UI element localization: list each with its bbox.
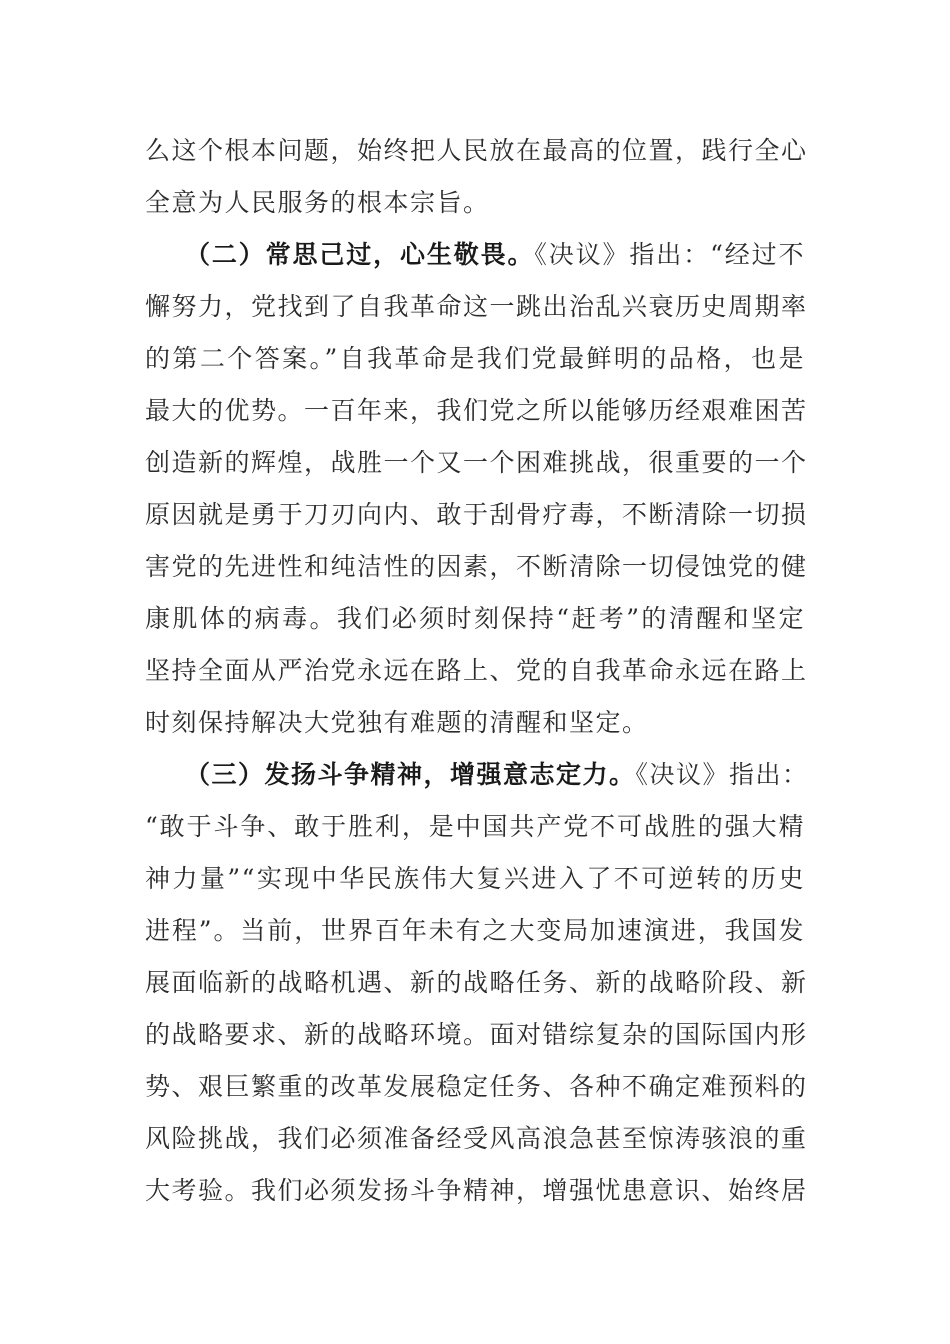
text-line: 害党的先进性和纯洁性的因素，不断清除一切侵蚀党的健 bbox=[145, 552, 808, 581]
text-line: 最大的优势。一百年来，我们党之所以能够历经艰难困苦 bbox=[145, 396, 808, 425]
text-line: 全意为人民服务的根本宗旨。 bbox=[145, 188, 490, 217]
text-line: 展面临新的战略机遇、新的战略任务、新的战略阶段、新 bbox=[145, 968, 808, 997]
text-fragment: 《决议》指出：“经过不 bbox=[534, 240, 805, 269]
text-line: 的第二个答案。”自我革命是我们党最鲜明的品格，也是 bbox=[145, 344, 805, 373]
section-heading: （二）常思己过，心生敬畏。 bbox=[185, 240, 535, 269]
paragraph-first-line bbox=[185, 235, 805, 275]
text-line: 大考验。我们必须发扬斗争精神，增强忧患意识、始终居 bbox=[145, 1176, 808, 1205]
text-line: 坚持全面从严治党永远在路上、党的自我革命永远在路上 bbox=[145, 656, 808, 685]
text-line: 创造新的辉煌，战胜一个又一个困难挑战，很重要的一个 bbox=[145, 448, 808, 477]
paragraph-first-line bbox=[185, 755, 809, 795]
text-line: 的战略要求、新的战略环境。面对错综复杂的国际国内形 bbox=[145, 1020, 808, 1049]
text-line: 么这个根本问题，始终把人民放在最高的位置，践行全心 bbox=[145, 136, 808, 165]
section-heading: （三）发扬斗争精神，增强意志定力。 bbox=[185, 760, 636, 789]
text-line: 康肌体的病毒。我们必须时刻保持“赶考”的清醒和坚定 bbox=[145, 604, 805, 633]
text-line: 懈努力，党找到了自我革命这一跳出治乱兴衰历史周期率 bbox=[145, 292, 808, 321]
text-line: 神力量”“实现中华民族伟大复兴进入了不可逆转的历史 bbox=[145, 864, 805, 893]
text-line: 风险挑战，我们必须准备经受风高浪急甚至惊涛骇浪的重 bbox=[145, 1124, 808, 1153]
text-fragment: 《决议》指出： bbox=[635, 760, 809, 789]
text-line: 进程”。当前，世界百年未有之大变局加速演进，我国发 bbox=[145, 916, 805, 945]
text-line: 势、艰巨繁重的改革发展稳定任务、各种不确定难预料的 bbox=[145, 1072, 808, 1101]
text-line: 时刻保持解决大党独有难题的清醒和坚定。 bbox=[145, 708, 649, 737]
text-line: 原因就是勇于刀刃向内、敢于刮骨疗毒，不断清除一切损 bbox=[145, 500, 808, 529]
text-line: “敢于斗争、敢于胜利，是中国共产党不可战胜的强大精 bbox=[145, 812, 805, 841]
